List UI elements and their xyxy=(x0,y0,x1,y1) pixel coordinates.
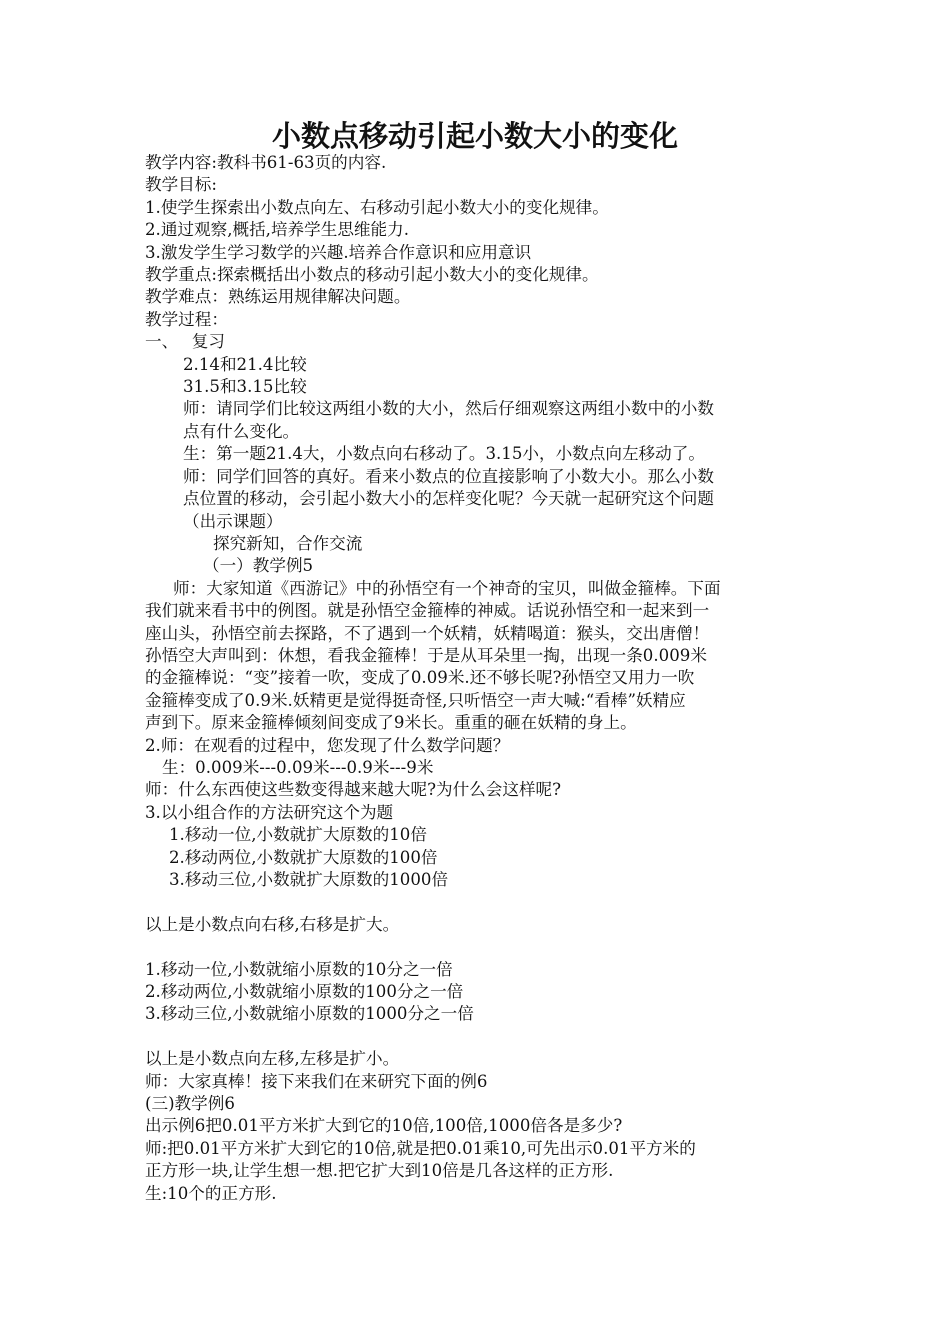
text-line: 我们就来看书中的例图。就是孙悟空金箍棒的神威。话说孙悟空和一起来到一 xyxy=(145,601,710,621)
text-line: 1.使学生探索出小数点向左、右移动引起小数大小的变化规律。 xyxy=(145,197,609,217)
list-item: 1.移动一位,小数就扩大原数的10倍 xyxy=(169,825,427,845)
blank-line xyxy=(145,936,810,958)
section-heading: (三)教学例6 xyxy=(145,1094,235,1114)
text-line: 3.以小组合作的方法研究这个为题 xyxy=(145,802,394,822)
document-body xyxy=(145,152,810,1205)
text-line: 教学内容:教科书61-63页的内容. xyxy=(145,153,387,172)
text-line: 一、 复习 xyxy=(145,332,225,352)
text-line: 2.师：在观看的过程中，您发现了什么数学问题？ xyxy=(145,735,510,755)
text-line: 生：第一题21.4大，小数点向右移动了。3.15小，小数点向左移动了。 xyxy=(183,444,705,464)
section-heading: （一）教学例5 xyxy=(203,556,314,576)
text-line: 31.5和3.15比较 xyxy=(183,377,307,397)
text-line: 点位置的移动，会引起小数大小的怎样变化呢？今天就一起研究这个问题 xyxy=(183,489,714,509)
text-line: 教学过程： xyxy=(145,309,228,329)
document-title: 小数点移动引起小数大小的变化 xyxy=(271,119,678,153)
text-line: 的金箍棒说：“变”接着一吹，变成了0.09米.还不够长呢?孙悟空又用力一吹 xyxy=(145,668,695,688)
text-line: 3.激发学生学习数学的兴趣.培养合作意识和应用意识 xyxy=(145,242,532,262)
text-line: 师:把0.01平方米扩大到它的10倍,就是把0.01乘10,可先出示0.01平方米的 xyxy=(145,1138,696,1158)
blank-line xyxy=(145,891,810,913)
text-line: 以上是小数点向右移,右移是扩大。 xyxy=(145,914,400,934)
text-line: 师：请同学们比较这两组小数的大小，然后仔细观察这两组小数中的小数 xyxy=(183,399,714,419)
text-line: 声到下。原来金箍棒倾刻间变成了9米长。重重的砸在妖精的身上。 xyxy=(145,713,637,733)
text-line: （出示课题） xyxy=(183,511,283,531)
text-line: 生：0.009米---0.09米---0.9米---9米 xyxy=(162,757,434,777)
list-item: 1.移动一位,小数就缩小原数的10分之一倍 xyxy=(145,959,453,979)
text-line: 2.14和21.4比较 xyxy=(183,354,307,374)
list-item: 3.移动三位,小数就缩小原数的1000分之一倍 xyxy=(145,1004,474,1024)
text-line: 教学重点:探索概括出小数点的移动引起小数大小的变化规律。 xyxy=(145,265,599,285)
text-line: 教学目标: xyxy=(145,175,217,195)
text-line: 座山头，孙悟空前去探路，不了遇到一个妖精，妖精喝道：猴头，交出唐僧！ xyxy=(145,623,710,643)
section-heading: 探究新知，合作交流 xyxy=(213,533,363,553)
text-line: 师：大家真棒！接下来我们在来研究下面的例6 xyxy=(145,1071,488,1091)
text-line: 师：同学们回答的真好。看来小数点的位直接影响了小数大小。那么小数 xyxy=(183,466,714,486)
text-line: 孙悟空大声叫到：休想，看我金箍棒！于是从耳朵里一掏，出现一条0.009米 xyxy=(145,645,707,665)
text-line: 师：大家知道《西游记》中的孙悟空有一个神奇的宝贝，叫做金箍棒。下面 xyxy=(173,578,721,598)
text-line: 2.通过观察,概括,培养学生思维能力. xyxy=(145,220,409,240)
blank-line xyxy=(145,1026,810,1048)
text-line: 出示例6把0.01平方米扩大到它的10倍,100倍,1000倍各是多少? xyxy=(145,1116,623,1136)
text-line: 点有什么变化。 xyxy=(183,421,300,441)
list-item: 2.移动两位,小数就扩大原数的100倍 xyxy=(169,847,438,867)
text-line: 正方形一块,让学生想一想.把它扩大到10倍是几各这样的正方形. xyxy=(145,1161,614,1181)
text-line: 教学难点：熟练运用规律解决问题。 xyxy=(145,287,411,307)
text-line: 以上是小数点向左移,左移是扩小。 xyxy=(145,1049,400,1069)
list-item: 2.移动两位,小数就缩小原数的100分之一倍 xyxy=(145,982,464,1001)
text-line: 师：什么东西使这些数变得越来越大呢?为什么会这样呢? xyxy=(145,780,562,800)
text-line: 生:10个的正方形. xyxy=(145,1183,277,1203)
list-item: 3.移动三位,小数就扩大原数的1000倍 xyxy=(169,870,449,889)
text-line: 金箍棒变成了0.9米.妖精更是觉得挺奇怪,只听悟空一声大喊:“看棒”妖精应 xyxy=(145,690,686,710)
